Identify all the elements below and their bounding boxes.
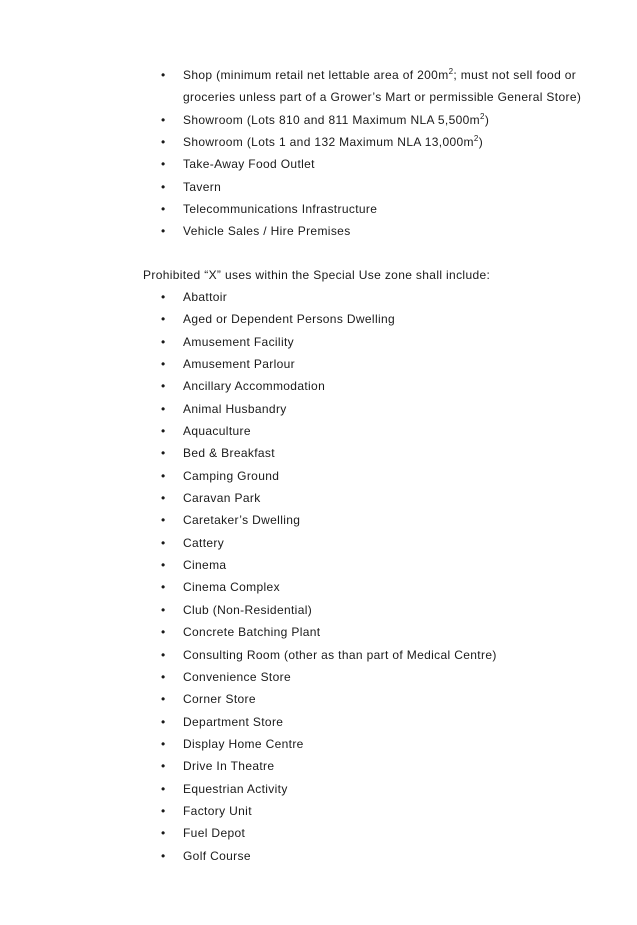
list-item xyxy=(0,308,637,330)
list-item-text: Amusement Parlour xyxy=(183,357,295,372)
list-item-text: Corner Store xyxy=(183,692,256,707)
list-item-text: Showroom (Lots 810 and 811 Maximum NLA $5,500m^2$) xyxy=(183,111,490,127)
bullet-marker: • xyxy=(161,714,166,729)
bullet-marker: • xyxy=(161,379,166,394)
list-item xyxy=(0,176,637,198)
bullet-marker: • xyxy=(161,157,166,172)
list-item xyxy=(0,800,637,822)
list-item-text: Aged or Dependent Persons Dwelling xyxy=(183,312,396,327)
list-item xyxy=(0,688,637,710)
list-item-text: Amusement Facility xyxy=(183,334,294,349)
list-item xyxy=(0,331,637,353)
list-item xyxy=(0,532,637,554)
list-item-text: Vehicle Sales / Hire Premises xyxy=(183,224,351,239)
list-item xyxy=(0,778,637,800)
list-item xyxy=(0,286,637,308)
bullet-marker: • xyxy=(161,826,166,841)
list-item-text: Caretaker’s Dwelling xyxy=(183,513,301,528)
list-item xyxy=(0,375,637,397)
list-item-text: Ancillary Accommodation xyxy=(183,379,326,394)
list-item-text: Consulting Room (other as than part of Medical Centre) xyxy=(183,647,497,662)
list-item xyxy=(0,220,637,242)
bullet-marker: • xyxy=(161,647,166,662)
bullet-marker: • xyxy=(161,736,166,751)
list-item-text: Department Store xyxy=(183,714,284,729)
list-item-text: Golf Course xyxy=(183,848,251,863)
list-item-text: Concrete Batching Plant xyxy=(183,625,321,640)
bullet-marker: • xyxy=(161,401,166,416)
bullet-marker: • xyxy=(161,625,166,640)
list-item-text: Display Home Centre xyxy=(183,736,304,751)
list-item-text: Animal Husbandry xyxy=(183,401,287,416)
bullet-marker: • xyxy=(161,692,166,707)
bullet-marker: • xyxy=(161,112,166,127)
list-item-text: Telecommunications Infrastructure xyxy=(183,202,378,217)
list-item-text: Abattoir xyxy=(183,290,228,304)
permitted-uses-list-continued xyxy=(0,64,637,243)
list-item-text: Shop (minimum retail net lettable area of $200m^2$; must not sell food or groceries unless part of a Grower’s Mart or permissible General Store) xyxy=(183,67,582,105)
bullet-marker: • xyxy=(161,513,166,528)
list-item-text: Equestrian Activity xyxy=(183,781,288,796)
list-item xyxy=(0,420,637,442)
list-item xyxy=(0,198,637,220)
bullet-marker: • xyxy=(161,290,166,304)
prohibited-uses-list xyxy=(0,286,637,867)
bullet-marker: • xyxy=(161,312,166,327)
bullet-marker: • xyxy=(161,468,166,483)
list-item xyxy=(0,487,637,509)
list-item-text: Caravan Park xyxy=(183,491,261,506)
bullet-marker: • xyxy=(161,803,166,818)
bullet-marker: • xyxy=(161,68,166,82)
list-item-text: Cattery xyxy=(183,535,225,550)
bullet-marker: • xyxy=(161,669,166,684)
list-item xyxy=(0,644,637,666)
list-item xyxy=(0,398,637,420)
list-item xyxy=(0,576,637,598)
list-item xyxy=(0,64,637,109)
bullet-marker: • xyxy=(161,357,166,372)
list-item-text: Showroom (Lots 1 and 132 Maximum NLA $13,000m^2$) xyxy=(183,134,484,150)
bullet-marker: • xyxy=(161,580,166,595)
bullet-marker: • xyxy=(161,224,166,239)
list-item xyxy=(0,822,637,844)
list-item-text: Take-Away Food Outlet xyxy=(183,157,315,172)
list-item xyxy=(0,554,637,576)
list-item xyxy=(0,733,637,755)
bullet-marker: • xyxy=(161,759,166,774)
bullet-marker: • xyxy=(161,848,166,863)
list-item-text: Cinema Complex xyxy=(183,580,280,595)
bullet-marker: • xyxy=(161,202,166,217)
list-item-text: Club (Non-Residential) xyxy=(183,602,313,617)
list-item xyxy=(0,442,637,464)
list-item-text: Camping Ground xyxy=(183,468,280,483)
list-item xyxy=(0,465,637,487)
list-item xyxy=(0,755,637,777)
list-item-text: Cinema xyxy=(183,558,227,573)
list-item xyxy=(0,845,637,867)
list-item-text: Aquaculture xyxy=(183,424,251,439)
bullet-marker: • xyxy=(161,424,166,439)
bullet-marker: • xyxy=(161,781,166,796)
list-item xyxy=(0,153,637,175)
bullet-marker: • xyxy=(161,558,166,573)
list-item xyxy=(0,599,637,621)
list-item-text: Tavern xyxy=(183,179,222,194)
list-item xyxy=(0,131,637,153)
bullet-marker: • xyxy=(161,491,166,506)
list-item xyxy=(0,666,637,688)
list-item-text: Convenience Store xyxy=(183,669,292,684)
list-item xyxy=(0,109,637,131)
bullet-marker: • xyxy=(161,334,166,349)
bullet-marker: • xyxy=(161,135,166,150)
list-item-text: Drive In Theatre xyxy=(183,759,275,774)
bullet-marker: • xyxy=(161,535,166,550)
list-item xyxy=(0,509,637,531)
bullet-marker: • xyxy=(161,602,166,617)
bullet-marker: • xyxy=(161,446,166,461)
bullet-marker: • xyxy=(161,179,166,194)
list-item xyxy=(0,353,637,375)
list-item xyxy=(0,711,637,733)
prohibited-uses-intro: Prohibited “X” uses within the Special Use zone shall include: xyxy=(143,268,491,282)
list-item-text: Bed & Breakfast xyxy=(183,446,275,461)
list-item-text: Fuel Depot xyxy=(183,826,246,841)
list-item-text: Factory Unit xyxy=(183,803,252,818)
list-item xyxy=(0,621,637,643)
